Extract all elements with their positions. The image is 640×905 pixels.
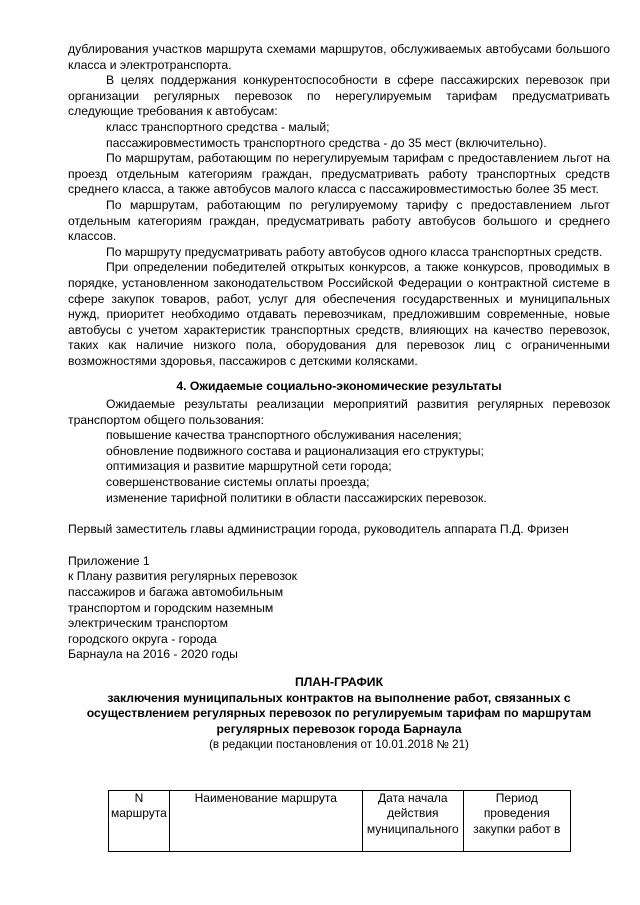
column-header-route-name: Наименование маршрута: [169, 791, 362, 852]
column-header-contract-start: Дата начала действия муниципального: [362, 791, 463, 852]
appendix-block: [68, 554, 610, 663]
regulated-tariff-paragraph: По маршрутам, работающим по регулируемому тарифу с предоставлением льгот отдельным категориям граждан, предусматривать работу автобусов большого и среднего классов.: [68, 197, 610, 244]
requirement-item: пассажировместимость транспортного средства - до 35 мест (включительно).: [106, 135, 547, 150]
result-item: обновление подвижного состава и рационализация его структуры;: [106, 443, 484, 458]
document-body: [68, 42, 610, 753]
competition-winners-paragraph: При определении победителей открытых конкурсов, а также конкурсов, проводимых в порядке, установленном законодательством Российской Федерации о контрактной системе в сфере закупок товаров, работ, услуг для обеспечения государственных и муниципальных нужд, приоритет необходимо отдавать перевозчикам, предложившим современные, новые автобусы с учетом характеристик транспортных средств, влияющих на качество перевозок, таких как наличие низкого пола, оборудования для перевозок лиц с ограниченными возможностями здоровья, пассажиров с детскими колясками.: [68, 260, 610, 368]
result-item: повышение качества транспортного обслуживания населения;: [106, 428, 462, 443]
intro-paragraph-tail: дублирования участков маршрута схемами маршрутов, обслуживаемых автобусами большого класса и электротранспорта.: [68, 42, 610, 72]
appendix-line: транспортом и городским наземным: [68, 600, 274, 615]
edition-note: (в редакции постановления от 10.01.2018 № 21): [209, 738, 469, 752]
single-class-paragraph: По маршруту предусматривать работу автобусов одного класса транспортных средств.: [106, 244, 603, 259]
result-item: совершенствование системы оплаты проезда;: [106, 475, 370, 490]
plan-table: [108, 790, 571, 852]
appendix-line: городского округа - города: [68, 631, 217, 646]
section-4-intro: Ожидаемые результаты реализации мероприятий развития регулярных перевозок транспортом общего пользования:: [68, 397, 610, 427]
result-item: изменение тарифной политики в области пассажирских перевозок.: [106, 490, 487, 505]
competition-paragraph: В целях поддержания конкурентоспособности в сфере пассажирских перевозок при организации регулярных перевозок по нерегулируемым тарифам предусматривать следующие требования к автобусам:: [68, 73, 610, 119]
appendix-line: Приложение 1: [68, 553, 150, 568]
plan-subtitle: заключения муниципальных контрактов на выполнение работ, связанных с осуществлением регулярных перевозок по регулируемым тарифам по маршрутам регулярных перевозок города Барнаула: [86, 690, 592, 736]
result-item: оптимизация и развитие маршрутной сети города;: [106, 459, 392, 474]
requirement-item: класс транспортного средства - малый;: [106, 119, 330, 134]
appendix-line: пассажиров и багажа автомобильным: [68, 585, 284, 599]
table-header-row: [109, 791, 571, 852]
section-4-heading: 4. Ожидаемые социально-экономические результаты: [176, 379, 502, 394]
column-header-procurement-period: Период проведения закупки работ в: [463, 791, 570, 852]
column-header-route-number: N маршрута: [109, 791, 170, 852]
signature-line: Первый заместитель главы администрации города, руководитель аппарата П.Д. Фризен: [68, 522, 569, 537]
plan-title: ПЛАН-ГРАФИК: [294, 674, 384, 689]
appendix-line: электрическим транспортом: [68, 616, 229, 631]
appendix-line: Барнаула на 2016 - 2020 годы: [68, 647, 238, 662]
unregulated-tariff-paragraph: По маршрутам, работающим по нерегулируемым тарифам с предоставлением льгот на проезд отдельным категориям граждан, предусматривать работу транспортных средств среднего класса, а также автобусов малого класса с пассажировместимостью более 35 мест.: [68, 151, 610, 197]
appendix-line: к Плану развития регулярных перевозок: [68, 569, 298, 584]
